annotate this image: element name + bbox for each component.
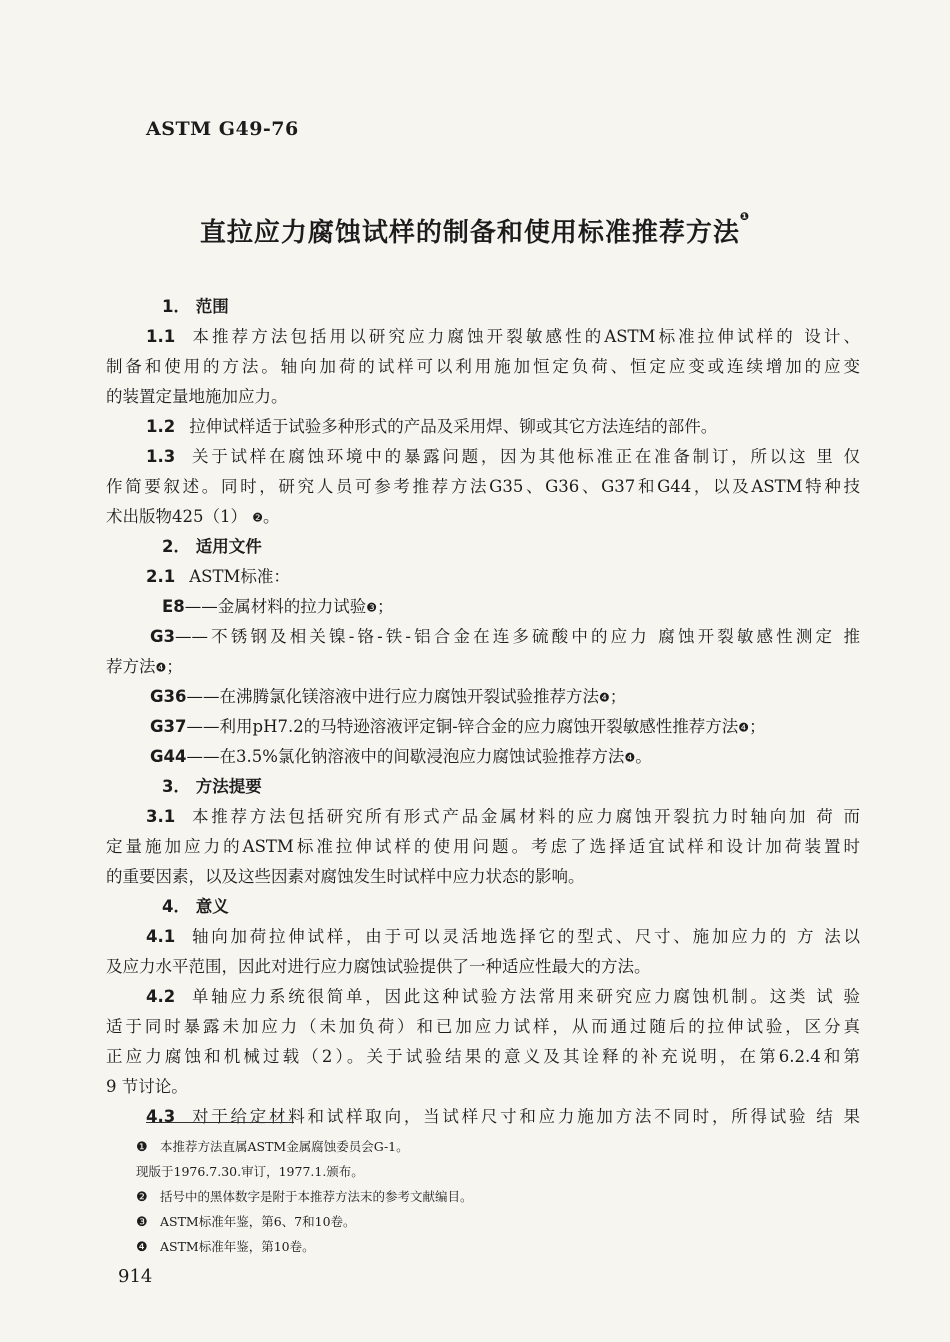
ref-code: G36 [150,687,187,706]
ref-code: G3 [150,627,176,646]
footnote-marker: ❸ [136,1215,148,1230]
page-number: 914 [118,1266,153,1287]
footnote-mark: ❹ [738,720,750,735]
para-2-1-line-1 [106,562,860,592]
footnote-text: ASTM标准年鉴，第6、7和10卷。 [160,1214,356,1229]
footnote-3 [136,1209,836,1234]
para-1-2-line-1 [106,412,860,442]
para-3-1-line-1 [106,802,860,832]
footnote-text: ASTM标准年鉴，第10卷。 [160,1239,315,1254]
para-number: 1.2 [146,417,176,436]
para-text: 本推荐方法包括研究所有形式产品金属材料的应力腐蚀开裂抗力时轴向加 荷 而 [189,807,860,826]
ref-g3 [106,622,860,652]
punct: ； [166,657,183,676]
para-4-1-line-1 [106,922,860,952]
ref-text: ——在3.5%氯化钠溶液中的间歇浸泡应力腐蚀试验推荐方法 [186,747,625,766]
footnote-text: 括号中的黑体数字是附于本推荐方法末的参考文献编目。 [160,1189,473,1204]
para-4-3-line-1 [106,1102,860,1132]
ref-g37 [106,712,860,742]
footnote-text: 本推荐方法直属ASTM金属腐蚀委员会G-1。 [160,1139,409,1154]
footnote-marker: ❷ [136,1190,148,1205]
para-4-1-line-2: 及应力水平范围，因此对进行应力腐蚀试验提供了一种适应性最大的方法。 [106,957,651,976]
punct: ； [609,687,627,706]
para-text: 单轴应力系统很简单，因此这种试验方法常用来研究应力腐蚀机制。这类 试 验 [189,987,860,1006]
footnote-1-line-2: 现版于1976.7.30.审订，1977.1.颁布。 [136,1164,364,1179]
para-number: 4.2 [146,987,176,1006]
ref-text: ——不锈钢及相关镍-铬-铁-铝合金在连多硫酸中的应力 腐蚀开裂敏感性测定 推 [175,627,860,646]
section-4-heading: 4． 意义 [162,897,229,916]
para-number: 2.1 [146,567,176,586]
punct: ； [377,597,394,616]
standard-code: ASTM G49-76 [146,118,299,140]
footnote-mark: ❹ [599,690,610,705]
footnote-4 [136,1234,836,1259]
document-body [106,292,860,1132]
para-1-3-line-2: 作简要叙述。同时，研究人员可参考推荐方法G35、G36、G37和G44，以及ASTM特种技 [106,477,860,496]
para-4-2-line-1 [106,982,860,1012]
para-1-3-line-1 [106,442,860,472]
ref-g44 [106,742,860,772]
ref-text: 荐方法 [106,657,156,676]
para-text: 对于给定材料和试样取向，当试样尺寸和应力施加方法不同时，所得试验 结 果 [189,1107,860,1126]
ref-text: ——在沸腾氯化镁溶液中进行应力腐蚀开裂试验推荐方法 [186,687,600,706]
footnote-marker: ❹ [136,1240,148,1255]
para-number: 1.1 [146,327,176,346]
ref-code: E8 [162,597,185,616]
para-number: 4.1 [146,927,176,946]
para-4-2-line-4: 9 节讨论。 [106,1077,188,1096]
para-text: 本推荐方法包括用以研究应力腐蚀开裂敏感性的ASTM标准拉伸试样的 设计、 [189,327,860,346]
footnote-marker: ❶ [136,1140,148,1155]
punct: 。 [635,747,652,766]
footnote-1 [136,1134,836,1159]
para-number: 4.3 [146,1107,176,1126]
footnote-2 [136,1184,836,1209]
title-footnote-mark: ❶ [739,210,751,223]
para-1-3-line-3 [106,502,860,532]
ref-text: ——金属材料的拉力试验 [184,597,367,616]
title-text: 直拉应力腐蚀试样的制备和使用标准推荐方法 [199,218,740,248]
section-2-heading: 2． 适用文件 [162,537,262,556]
para-number: 3.1 [146,807,176,826]
para-3-1-line-2: 定量施加应力的ASTM标准拉伸试样的使用问题。考虑了选择适宜试样和设计加荷装置时 [106,837,860,856]
para-3-1-line-3: 的重要因素，以及这些因素对腐蚀发生时试样中应力状态的影响。 [106,867,585,886]
footnote-mark: ❷ [252,510,264,525]
footnote-mark: ❹ [624,750,636,765]
footnote-mark: ❹ [155,660,167,675]
para-text: 轴向加荷拉伸试样，由于可以灵活地选择它的型式、尺寸、施加应力的 方 法以 [189,927,860,946]
para-1-1-line-3: 的装置定量地施加应力。 [106,387,288,406]
ref-g36 [106,682,860,712]
footnotes [136,1134,836,1259]
para-text: 术出版物425（1） [106,507,247,526]
para-1-1-line-2: 制备和使用的方法。轴向加荷的试样可以利用施加恒定负荷、恒定应变或连续增加的应变 [106,357,860,376]
ref-code: G44 [150,747,187,766]
footnote-mark: ❸ [366,600,378,615]
ref-text: ——利用pH7.2的马特逊溶液评定铜-锌合金的应力腐蚀开裂敏感性推荐方法 [186,717,739,736]
ref-g3-line-2 [106,652,860,682]
ref-e8 [106,592,860,622]
para-4-2-line-3: 正应力腐蚀和机械过载（2）。关于试验结果的意义及其诠释的补充说明，在第6.2.4和第 [106,1047,860,1066]
para-1-1-line-1 [106,322,860,352]
document-title [0,212,950,249]
footnote-divider [146,1122,294,1123]
ref-code: G37 [150,717,187,736]
punct: ； [749,717,766,736]
punct: 。 [263,507,280,526]
para-number: 1.3 [146,447,176,466]
para-text: 关于试样在腐蚀环境中的暴露问题，因为其他标准正在准备制订，所以这 里 仅 [189,447,860,466]
section-1-heading: 1． 范围 [162,297,229,316]
para-text: 拉伸试样适于试验多种形式的产品及采用焊、铆或其它方法连结的部件。 [189,417,718,436]
para-4-2-line-2: 适于同时暴露未加应力（未加负荷）和已加应力试样，从而通过随后的拉伸试验，区分真 [106,1017,860,1036]
section-3-heading: 3． 方法提要 [162,777,262,796]
para-text: ASTM标准： [189,567,290,586]
